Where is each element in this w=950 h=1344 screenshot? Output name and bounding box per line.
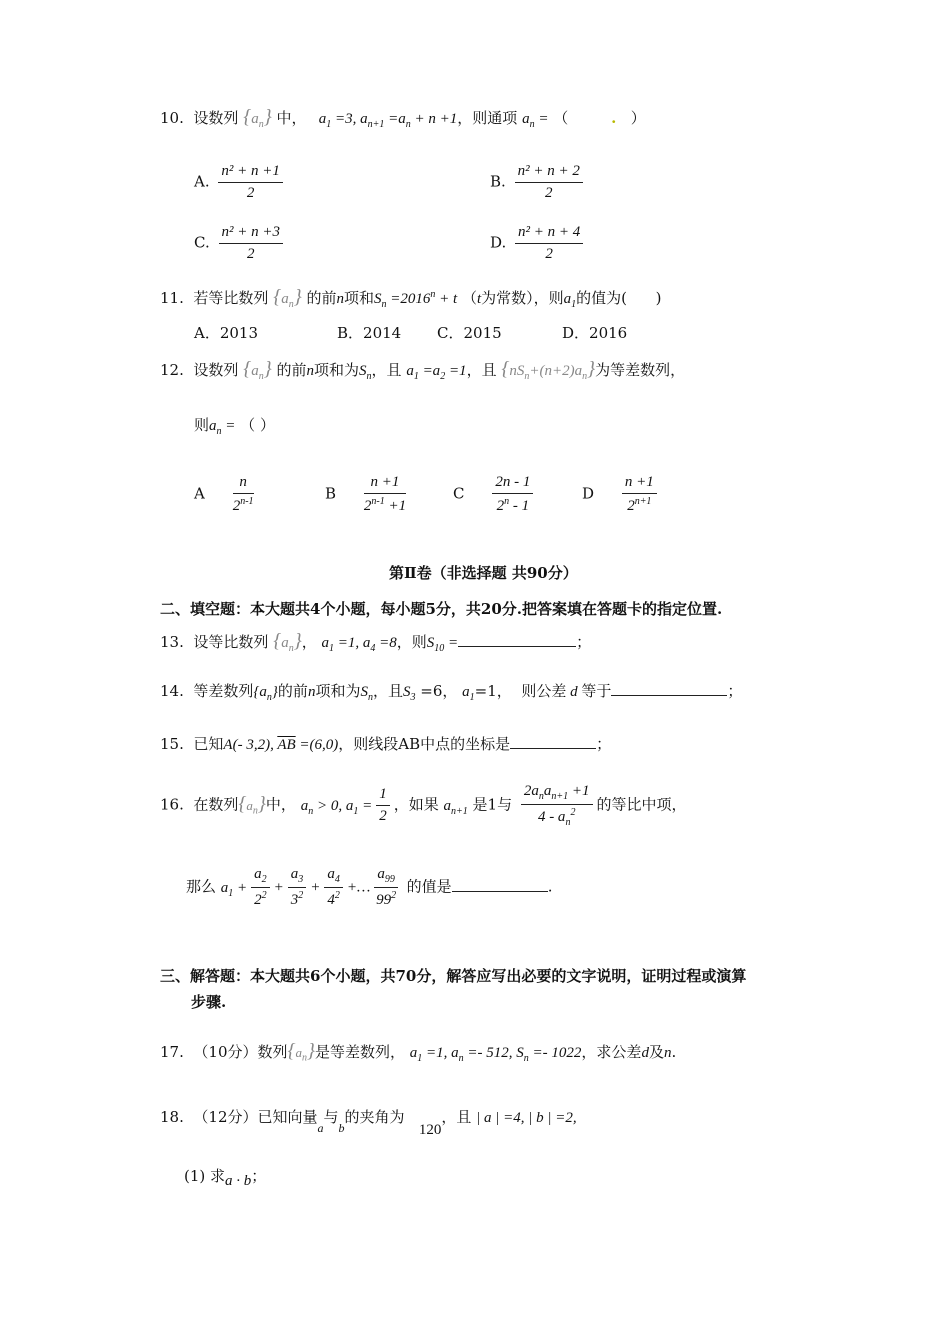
q18-part1: (1) 求a · b； (184, 1167, 267, 1189)
q10-option-d[interactable]: D. $\frac{\text{n² + n + 4}}{2}$ (490, 224, 587, 263)
q18: 18. （12分）已知向量$_a$与$_b$的夹角为 120，且 | a | =4, | b | =2, (160, 1108, 577, 1138)
q16-answer-blank[interactable] (452, 877, 548, 892)
q14: 14. 等差数列$\{a_n\}$的前n项和为$S_n$，且$S_3 =6$， $a_1=1$， 则公差 d 等于 ； (160, 682, 743, 703)
q10-stem: 10. 设数列 $\{a_n\}$ 中， $a_1 =3$, $a_{n+1} =a_n + n +1$，则通项 $a_n$ = （ . ） (160, 106, 646, 130)
q11-option-c[interactable]: C．2015 (437, 324, 502, 342)
section2-heading: 二、填空题：本大题共4个小题，每小题5分，共20分.把答案填在答题卡的指定位置. (160, 600, 723, 618)
q17: 17. （10分）数列$\{a_n\}$是等差数列， $a_1 =1$, $a_n =- 512$, $S_n =- 1022$，求公差d及n. (160, 1040, 677, 1064)
q12-stem-2: 则$a_n$ = （ ） (194, 416, 275, 437)
section2-title: 第Ⅱ卷（非选择题 共90分） (389, 564, 578, 582)
q14-answer-blank[interactable] (611, 681, 727, 696)
q11-option-a[interactable]: A．2013 (194, 324, 259, 342)
q13: 13. 设等比数列 $\{a_n\}$， $a_1 =1$, $a_4 =8$，则$S_{10}$ = ； (160, 630, 592, 654)
q13-answer-blank[interactable] (458, 632, 576, 647)
section3-heading-1: 三、解答题：本大题共6个小题，共70分，解答应写出必要的文字说明，证明过程或演算 (160, 967, 747, 985)
q12-option-b[interactable]: B $\frac{n +1}{2^{n-1} +1}$ (325, 474, 407, 514)
q10-option-c[interactable]: C. $\frac{\text{n² + n +3}}{2}$ (194, 224, 287, 263)
seq-an: $\{a_n\}$ (243, 106, 272, 130)
q12-option-d[interactable]: D $\frac{n +1}{2^{n+1}}$ (582, 474, 661, 515)
q10-number: 10. (160, 109, 184, 127)
q12-stem: 12. 设数列 $\{a_n\}$ 的前n项和为$S_n$，且 $a_1 =a_2 =1$，且 $\{nS_n+(n+2)a_n\}$为等差数列， (160, 358, 686, 382)
section3-heading-2: 步骤. (191, 993, 227, 1011)
q11-option-b[interactable]: B．2014 (337, 324, 402, 342)
q12-option-c[interactable]: C $\frac{2n - 1}{2^n - 1}$ (453, 474, 537, 515)
q15: 15. 已知A(- 3,2), $\overline{AB} =(6,0)$，则线段AB中点的坐标是 ； (160, 735, 612, 753)
q12-option-a[interactable]: A $\frac{n}{2^{n-1}}$ (194, 474, 254, 514)
q10-condition: $a_1 =3$, $a_{n+1} =a_n + n +1$ (311, 111, 458, 130)
q11-option-d[interactable]: D．2016 (562, 324, 628, 342)
q10-option-b[interactable]: B. $\frac{\text{n² + n + 2}}{2}$ (490, 163, 587, 202)
q10-option-a[interactable]: A. $\frac{\text{n² + n +1}}{2}$ (194, 163, 287, 202)
q11-stem: 11. 若等比数列 $\{a_n\}$ 的前n项和$S_n =2016^n + t$ （t为常数），则$a_1$的值为( ) (160, 286, 662, 310)
q16: 16. 在数列$\{a_n\}$中， $a_n > 0$, $a_1$ = $\frac{1}{2}$ ，如果 $a_{n+1}$ 是1与 $\frac{2a_na_{n+1} +1}{4 - a_n^2}$ 的等比中项， (160, 783, 687, 828)
q16-line2: 那么 $a_1$ + $\frac{a_2}{2^2}$ + $\frac{a_3}{3^2}$ + $\frac{a_4}{4^2}$ +… $\frac{a_{99}}{99^2}$ 的值是 . (186, 866, 553, 908)
q15-answer-blank[interactable] (510, 734, 596, 749)
